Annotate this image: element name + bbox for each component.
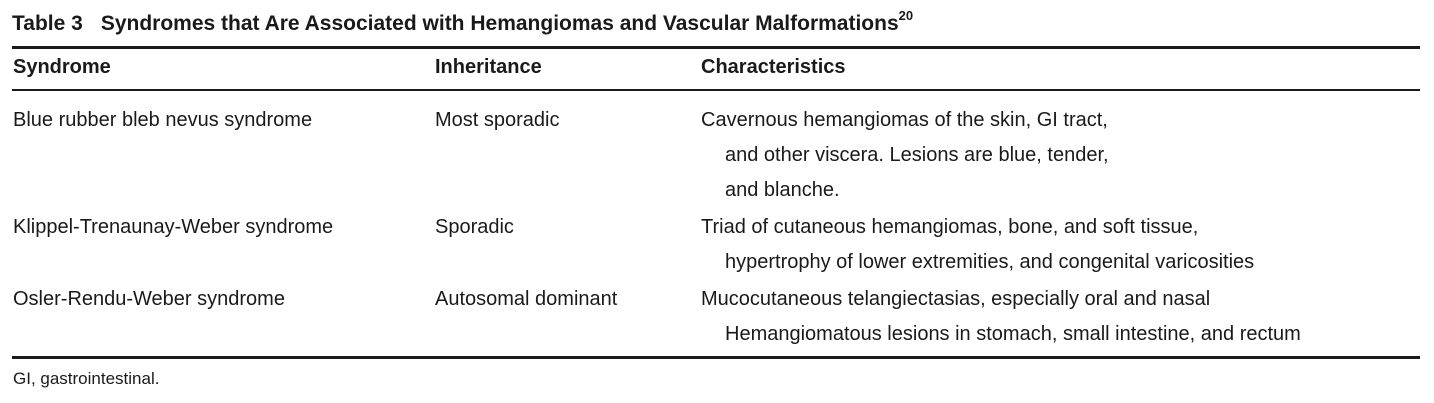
table-footnote: GI, gastrointestinal. (13, 369, 160, 388)
table-title: Syndromes that Are Associated with Hemangiomas and Vascular Malformations (100, 12, 899, 35)
cell-characteristics (701, 103, 1109, 208)
characteristics-line: and other viscera. Lesions are blue, tender, (725, 144, 1109, 166)
header-characteristics: Characteristics (701, 56, 846, 78)
top-rule (12, 46, 1420, 49)
cell-inheritance: Sporadic (435, 216, 514, 238)
table-caption (12, 10, 913, 36)
characteristics-line: hypertrophy of lower extremities, and congenital varicosities (725, 251, 1255, 273)
header-rule (12, 89, 1420, 91)
characteristics-line: Cavernous hemangiomas of the skin, GI tract, (701, 109, 1108, 131)
cell-inheritance: Most sporadic (435, 109, 560, 131)
header-syndrome: Syndrome (13, 56, 111, 78)
header-inheritance: Inheritance (435, 56, 542, 78)
cell-inheritance: Autosomal dominant (435, 288, 618, 310)
cell-characteristics (701, 282, 1301, 352)
characteristics-line: and blanche. (725, 179, 840, 201)
cell-syndrome: Klippel-Trenaunay-Weber syndrome (13, 216, 334, 238)
cell-syndrome: Blue rubber bleb nevus syndrome (13, 109, 313, 131)
characteristics-line: Hemangiomatous lesions in stomach, small intestine, and rectum (725, 323, 1301, 345)
table-title-reference: 20 (898, 8, 914, 23)
bottom-rule (12, 356, 1420, 359)
cell-characteristics (701, 210, 1254, 280)
table-label: Table 3 (12, 12, 83, 35)
characteristics-line: Mucocutaneous telangiectasias, especially oral and nasal (701, 288, 1211, 310)
cell-syndrome: Osler-Rendu-Weber syndrome (13, 288, 285, 310)
characteristics-line: Triad of cutaneous hemangiomas, bone, and soft tissue, (701, 216, 1199, 238)
